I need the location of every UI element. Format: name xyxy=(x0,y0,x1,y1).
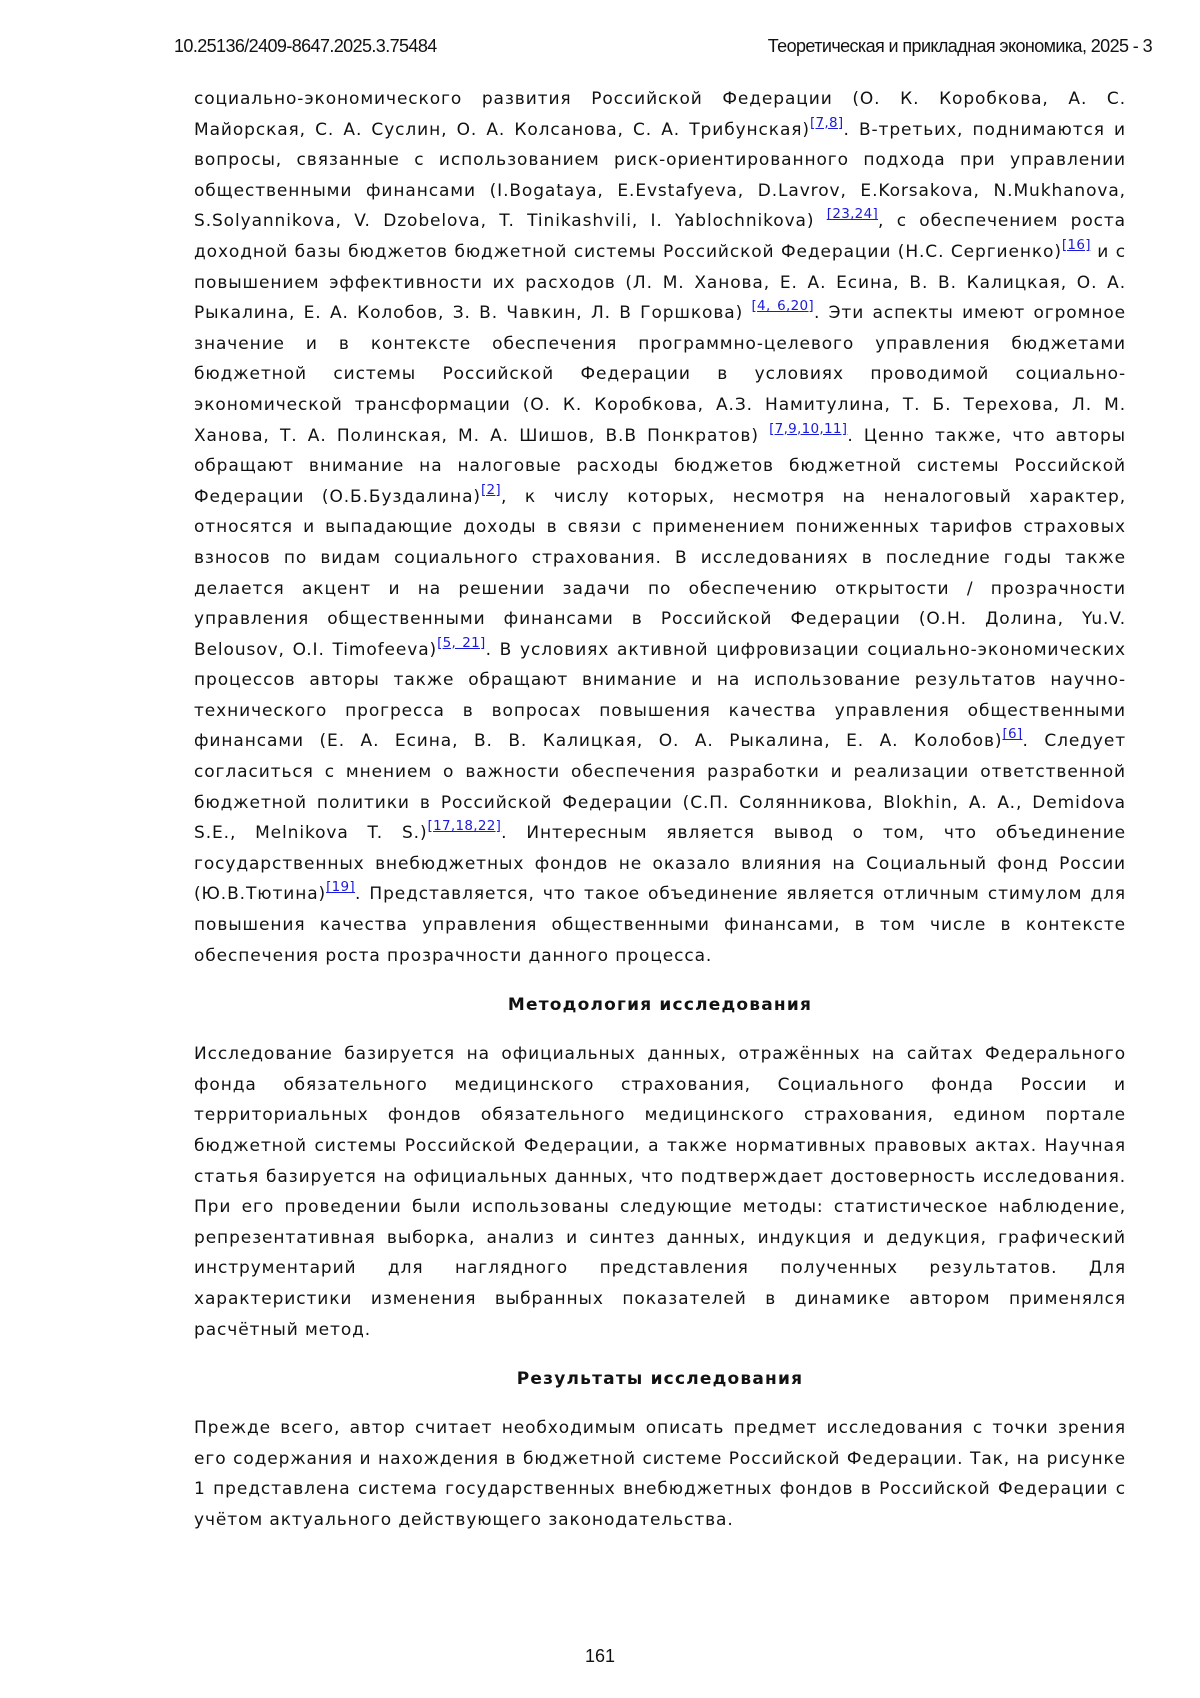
citation-link[interactable]: [23,24] xyxy=(827,206,878,222)
citation-link[interactable]: [19] xyxy=(326,879,355,895)
section-heading-results: Результаты исследования xyxy=(194,1369,1126,1389)
citation-link[interactable]: [7,9,10,11] xyxy=(769,421,847,437)
doi-text: 10.25136/2409-8647.2025.3.75484 xyxy=(174,36,437,57)
citation-link[interactable]: [7,8] xyxy=(810,115,844,131)
text-run: . В-третьих, поднимаются и вопросы, связанные с использованием риск-ориентированного подхода при управлении общественными финансами (I.Bogataya, E.Evstafyeva, D.Lavrov, E.Korsakova, N.Mukhanova, S.Solyannikova, V. Dzobelova, T. Tinikashvili, I. Yablochnikova) xyxy=(194,120,1126,232)
citation-link[interactable]: [2] xyxy=(481,482,501,498)
paragraph-results: Прежде всего, автор считает необходимым описать предмет исследования с точки зрения его содержания и нахождения в бюджетной системе Российской Федерации. Так, на рисунке 1 представлена система государственных внебюджетных фондов в Российской Федерации с учётом актуального действующего законодательства. xyxy=(194,1413,1126,1535)
citation-link[interactable]: [16] xyxy=(1062,237,1091,253)
text-run: , к числу которых, несмотря на неналоговый характер, относятся и выпадающие доходы в связи с применением пониженных тарифов страховых взносов по видам социального страхования. В исследованиях в последние годы также делается акцент и на решении задачи по обеспечению открытости / прозрачности управления общественными финансами в Российской Федерации (О.Н. Долина, Yu.V. Belousov, O.I. Timofeeva) xyxy=(194,487,1126,660)
paragraph-literature-review xyxy=(194,84,1126,971)
paragraph-methodology: Исследование базируется на официальных данных, отражённых на сайтах Федерального фонда обязательного медицинского страхования, Социального фонда России и территориальных фондов обязательного медицинского страхования, едином портале бюджетной системы Российской Федерации, а также нормативных правовых актах. Научная статья базируется на официальных данных, что подтверждает достоверность исследования. При его проведении были использованы следующие методы: статистическое наблюдение, репрезентативная выборка, анализ и синтез данных, индукция и дедукция, графический инструментарий для наглядного представления полученных результатов. Для характеристики изменения выбранных показателей в динамике автором применялся расчётный метод. xyxy=(194,1039,1126,1345)
text-run: . Следует согласиться с мнением о важности обеспечения разработки и реализации ответственной бюджетной политики в Российской Федерации (С.П. Солянникова, Blokhin, A. A., Demidova S.E., Melnikova T. S.) xyxy=(194,731,1126,843)
text-run: социально-экономического развития Российской Федерации (О. К. Коробкова, А. С. Майорская, С. А. Суслин, О. А. Колсанова, С. А. Трибунская) xyxy=(194,89,1126,140)
text-run: . В условиях активной цифровизации социально-экономических процессов авторы также обращают внимание и на использование результатов научно-технического прогресса в вопросах повышения качества управления общественными финансами (Е. А. Есина, В. В. Калицкая, О. А. Рыкалина, Е. А. Колобов) xyxy=(194,640,1126,752)
running-header xyxy=(174,36,1152,60)
text-run: . Эти аспекты имеют огромное значение и в контексте обеспечения программно-целевого управления бюджетами бюджетной системы Российской Федерации в условиях проводимой социально-экономической трансформации (О. К. Коробкова, А.З. Намитулина, Т. Б. Терехова, Л. М. Ханова, Т. А. Полинская, М. А. Шишов, В.В Понкратов) xyxy=(194,303,1126,445)
citation-link[interactable]: [17,18,22] xyxy=(428,818,502,834)
text-run: и с повышением эффективности их расходов (Л. М. Ханова, Е. А. Есина, В. В. Калицкая, О. А. Рыкалина, Е. А. Колобов, З. В. Чавкин, Л. В Горшкова) xyxy=(194,242,1126,323)
citation-link[interactable]: [5, 21] xyxy=(437,635,485,651)
section-heading-methodology: Методология исследования xyxy=(194,995,1126,1015)
text-run: . Ценно также, что авторы обращают внимание на налоговые расходы бюджетов бюджетной системы Российской Федерации (О.Б.Буздалина) xyxy=(194,426,1126,507)
article-body xyxy=(194,84,1126,1536)
citation-link[interactable]: [6] xyxy=(1002,726,1022,742)
citation-link[interactable]: [4, 6,20] xyxy=(751,298,814,314)
journal-title: Теоретическая и прикладная экономика, 2025 - 3 xyxy=(768,36,1152,57)
text-run: . Интересным является вывод о том, что объединение государственных внебюджетных фондов не оказало влияния на Социальный фонд России (Ю.В.Тютина) xyxy=(194,823,1126,904)
page-number: 161 xyxy=(0,1646,1200,1667)
text-run: . Представляется, что такое объединение является отличным стимулом для повышения качества управления общественными финансами, в том числе в контексте обеспечения роста прозрачности данного процесса. xyxy=(194,884,1126,965)
text-run: , с обеспечением роста доходной базы бюджетов бюджетной системы Российской Федерации (Н.С. Сергиенко) xyxy=(194,211,1126,262)
